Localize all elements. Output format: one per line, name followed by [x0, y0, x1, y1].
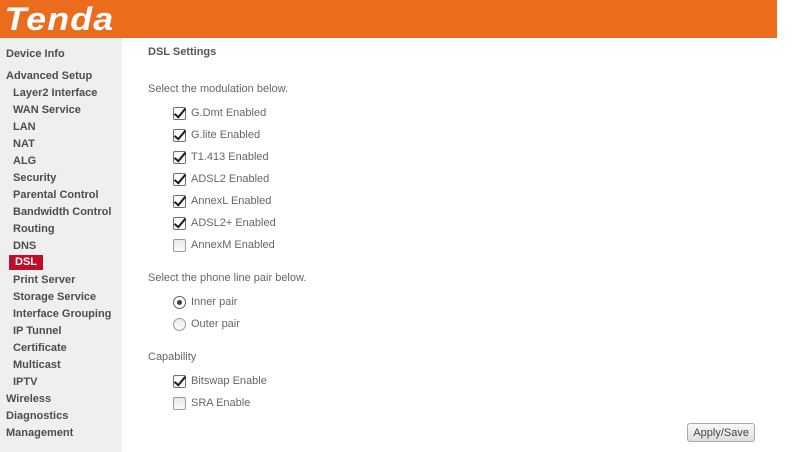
sidebar-item-label: Multicast — [13, 358, 61, 371]
option-label: AnnexL Enabled — [191, 195, 272, 207]
sidebar-item-label: Parental Control — [13, 188, 99, 201]
checkbox-annexm-enabled[interactable] — [173, 239, 186, 252]
sidebar-item-storage-service[interactable] — [0, 288, 122, 305]
sidebar-item-label: Layer2 Interface — [13, 86, 98, 99]
sidebar-item-label: IPTV — [13, 375, 38, 388]
sidebar-item-layer2-interface[interactable] — [0, 84, 122, 101]
option-label: G.lite Enabled — [191, 129, 261, 141]
sidebar-item-dsl[interactable] — [0, 254, 122, 271]
sidebar-item-interface-grouping[interactable] — [0, 305, 122, 322]
sidebar-item-advanced-setup[interactable] — [0, 67, 122, 84]
radio-outer-pair[interactable] — [173, 318, 186, 331]
sidebar-item-security[interactable] — [0, 169, 122, 186]
option-label: Outer pair — [191, 318, 240, 330]
sidebar-item-label: Management — [6, 426, 74, 439]
option-row-g-dmt-enabled — [173, 102, 777, 124]
sidebar-item-multicast[interactable] — [0, 356, 122, 373]
option-label: AnnexM Enabled — [191, 239, 275, 251]
sidebar-item-print-server[interactable] — [0, 271, 122, 288]
option-row-sra-enable — [173, 392, 777, 414]
radio-inner-pair[interactable] — [173, 296, 186, 309]
sidebar-item-diagnostics[interactable] — [0, 407, 122, 424]
checkbox-g-dmt-enabled[interactable] — [173, 107, 186, 120]
phone-line-options — [173, 291, 777, 335]
checkbox-sra-enable[interactable] — [173, 397, 186, 410]
option-label: ADSL2+ Enabled — [191, 217, 276, 229]
sidebar-item-iptv[interactable] — [0, 373, 122, 390]
sidebar-item-label: Interface Grouping — [13, 307, 112, 320]
option-row-adsl2-enabled — [173, 212, 777, 234]
sidebar-item-device-info[interactable] — [0, 45, 122, 62]
checkbox-t1-413-enabled[interactable] — [173, 151, 186, 164]
tenda-logo: Tenda — [4, 1, 115, 37]
sidebar-item-certificate[interactable] — [0, 339, 122, 356]
sidebar-item-label: Storage Service — [13, 290, 97, 303]
sidebar-item-alg[interactable] — [0, 152, 122, 169]
sidebar-item-bandwidth-control[interactable] — [0, 203, 122, 220]
checkbox-g-lite-enabled[interactable] — [173, 129, 186, 142]
sidebar-item-label: Routing — [13, 222, 55, 235]
sidebar-item-label: Advanced Setup — [6, 69, 93, 82]
page-title: DSL Settings — [148, 46, 217, 58]
sidebar-item-nat[interactable] — [0, 135, 122, 152]
sidebar-item-label: DNS — [13, 239, 37, 252]
sidebar-item-label: Certificate — [13, 341, 67, 354]
sidebar-item-parental-control[interactable] — [0, 186, 122, 203]
sidebar-item-dns[interactable] — [0, 237, 122, 254]
content-panel — [122, 38, 777, 452]
apply-save-button[interactable]: Apply/Save — [687, 423, 755, 442]
sidebar-item-label: WAN Service — [13, 103, 81, 116]
phone-line-section-label: Select the phone line pair below. — [148, 272, 307, 284]
option-label: G.Dmt Enabled — [191, 107, 267, 119]
checkbox-adsl2-enabled[interactable] — [173, 217, 186, 230]
sidebar-item-label: Wireless — [6, 392, 52, 405]
sidebar-item-label: Print Server — [13, 273, 76, 286]
sidebar-item-management[interactable] — [0, 424, 122, 441]
sidebar-item-label: Diagnostics — [6, 409, 69, 422]
option-row-adsl2-enabled — [173, 168, 777, 190]
option-label: SRA Enable — [191, 397, 251, 409]
sidebar-item-ip-tunnel[interactable] — [0, 322, 122, 339]
option-row-t1-413-enabled — [173, 146, 777, 168]
checkbox-adsl2-enabled[interactable] — [173, 173, 186, 186]
sidebar-item-lan[interactable] — [0, 118, 122, 135]
checkbox-bitswap-enable[interactable] — [173, 375, 186, 388]
option-row-bitswap-enable — [173, 370, 777, 392]
sidebar-item-wireless[interactable] — [0, 390, 122, 407]
banner — [0, 0, 777, 38]
option-label: Inner pair — [191, 296, 238, 308]
option-row-outer-pair — [173, 313, 777, 335]
sidebar-item-label: IP Tunnel — [13, 324, 62, 337]
option-label: ADSL2 Enabled — [191, 173, 270, 185]
checkbox-annexl-enabled[interactable] — [173, 195, 186, 208]
sidebar-item-label: Security — [13, 171, 57, 184]
option-label: T1.413 Enabled — [191, 151, 269, 163]
option-label: Bitswap Enable — [191, 375, 267, 387]
sidebar-nav — [0, 38, 122, 452]
modulation-options — [173, 102, 777, 256]
option-row-inner-pair — [173, 291, 777, 313]
sidebar-item-routing[interactable] — [0, 220, 122, 237]
sidebar-item-label: Bandwidth Control — [13, 205, 112, 218]
modulation-section-label: Select the modulation below. — [148, 83, 289, 95]
sidebar-item-label: NAT — [13, 137, 35, 150]
capability-section-label: Capability — [148, 351, 197, 363]
sidebar-item-label: LAN — [13, 120, 36, 133]
sidebar-item-label: Device Info — [6, 47, 65, 60]
option-row-g-lite-enabled — [173, 124, 777, 146]
sidebar-item-label: ALG — [13, 154, 37, 167]
option-row-annexl-enabled — [173, 190, 777, 212]
sidebar-item-label: DSL — [9, 255, 43, 270]
sidebar-item-wan-service[interactable] — [0, 101, 122, 118]
option-row-annexm-enabled — [173, 234, 777, 256]
capability-options — [173, 370, 777, 414]
